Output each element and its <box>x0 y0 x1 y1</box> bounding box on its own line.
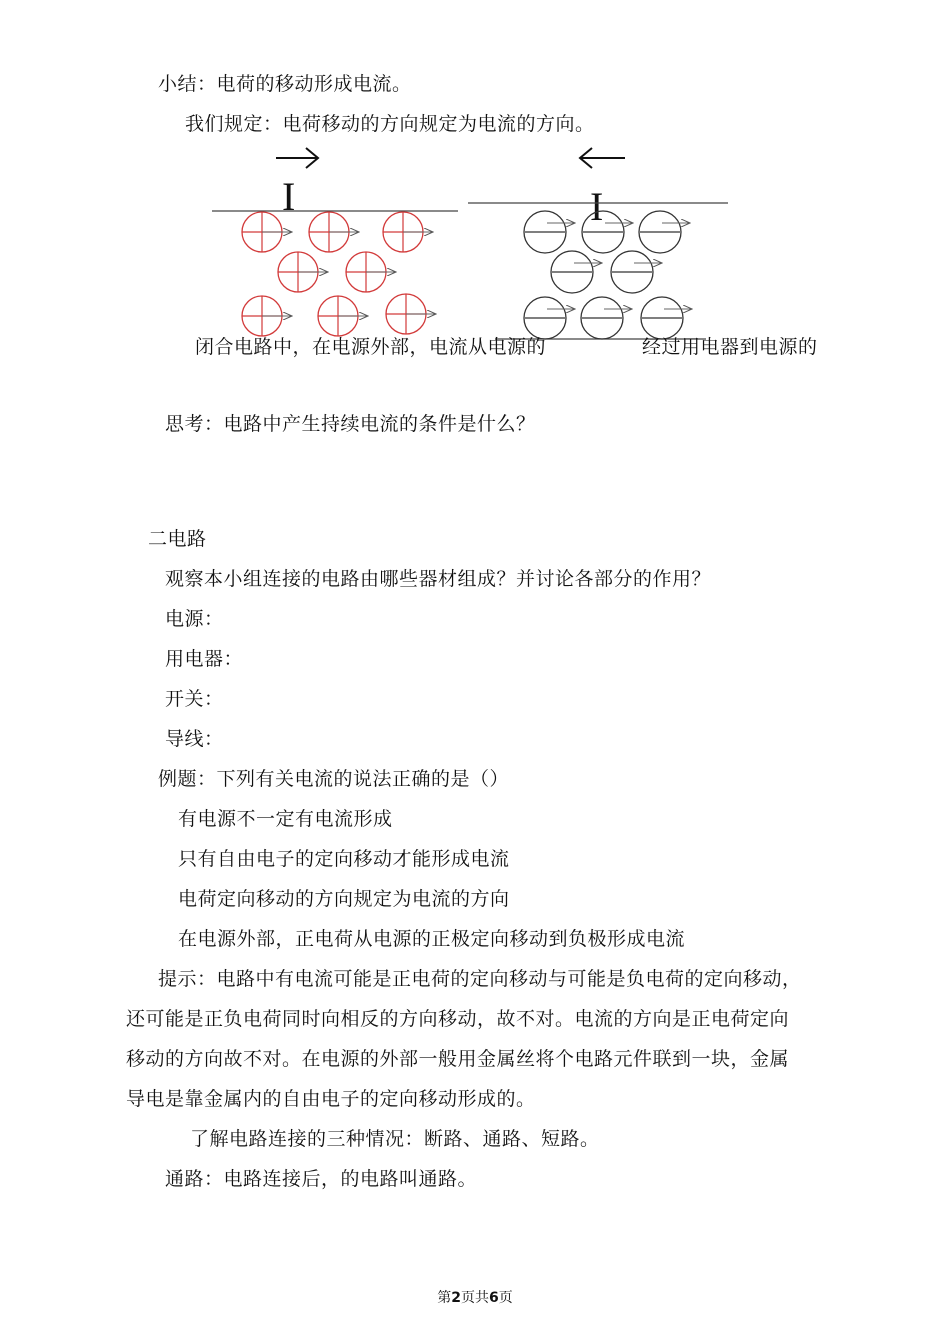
power-source-label: 电源： <box>165 608 224 630</box>
current-symbol-left: I <box>282 174 296 219</box>
hint-line-4: 导电是靠金属内的自由电子的定向移动形成的。 <box>126 1088 536 1110</box>
observe-question: 观察本小组连接的电路由哪些器材组成？并讨论各部分的作用？ <box>165 568 712 590</box>
pathway-definition: 通路：电路连接后，的电路叫通路。 <box>165 1168 478 1190</box>
appliance-label: 用电器： <box>165 648 244 670</box>
page-footer <box>0 1289 950 1307</box>
positive-charges-panel <box>212 148 458 336</box>
hint-line-1: 提示：电路中有电流可能是正电荷的定向移动与可能是负电荷的定向移动， <box>158 968 802 990</box>
option-3: 电荷定向移动的方向规定为电流的方向 <box>178 888 510 910</box>
option-4: 在电源外部，正电荷从电源的正极定向移动到负极形成电流 <box>178 928 686 950</box>
negative-charges-panel <box>468 148 728 339</box>
footer-total-pages: 6 <box>489 1290 499 1306</box>
option-2: 只有自由电子的定向移动才能形成电流 <box>178 848 510 870</box>
footer-prefix: 第 <box>437 1290 452 1306</box>
current-direction-diagram <box>0 0 950 345</box>
footer-page-number: 2 <box>451 1290 461 1306</box>
hint-line-2: 还可能是正负电荷同时向相反的方向移动，故不对。电流的方向是正电荷定向 <box>126 1008 790 1030</box>
current-symbol-right: I <box>590 184 604 229</box>
closed-circuit-line-a: 闭合电路中，在电源外部，电流从电源的 <box>195 336 547 358</box>
footer-suffix: 页 <box>498 1290 513 1306</box>
footer-middle: 页共 <box>461 1290 489 1306</box>
closed-circuit-line-b: 经过用电器到电源的 <box>642 336 818 358</box>
summary-line: 小结：电荷的移动形成电流。 <box>158 73 412 95</box>
example-question: 例题：下列有关电流的说法正确的是（） <box>158 768 510 790</box>
option-1: 有电源不一定有电流形成 <box>178 808 393 830</box>
rule-line: 我们规定：电荷移动的方向规定为电流的方向。 <box>185 113 595 135</box>
switch-label: 开关： <box>165 688 224 710</box>
wire-label: 导线： <box>165 728 224 750</box>
hint-line-3: 移动的方向故不对。在电源的外部一般用金属丝将个电路元件联到一块，金属 <box>126 1048 790 1070</box>
three-states-line: 了解电路连接的三种情况：断路、通路、短路。 <box>190 1128 600 1150</box>
section-heading-circuit: 二电路 <box>148 528 207 550</box>
think-question: 思考：电路中产生持续电流的条件是什么？ <box>165 413 536 435</box>
